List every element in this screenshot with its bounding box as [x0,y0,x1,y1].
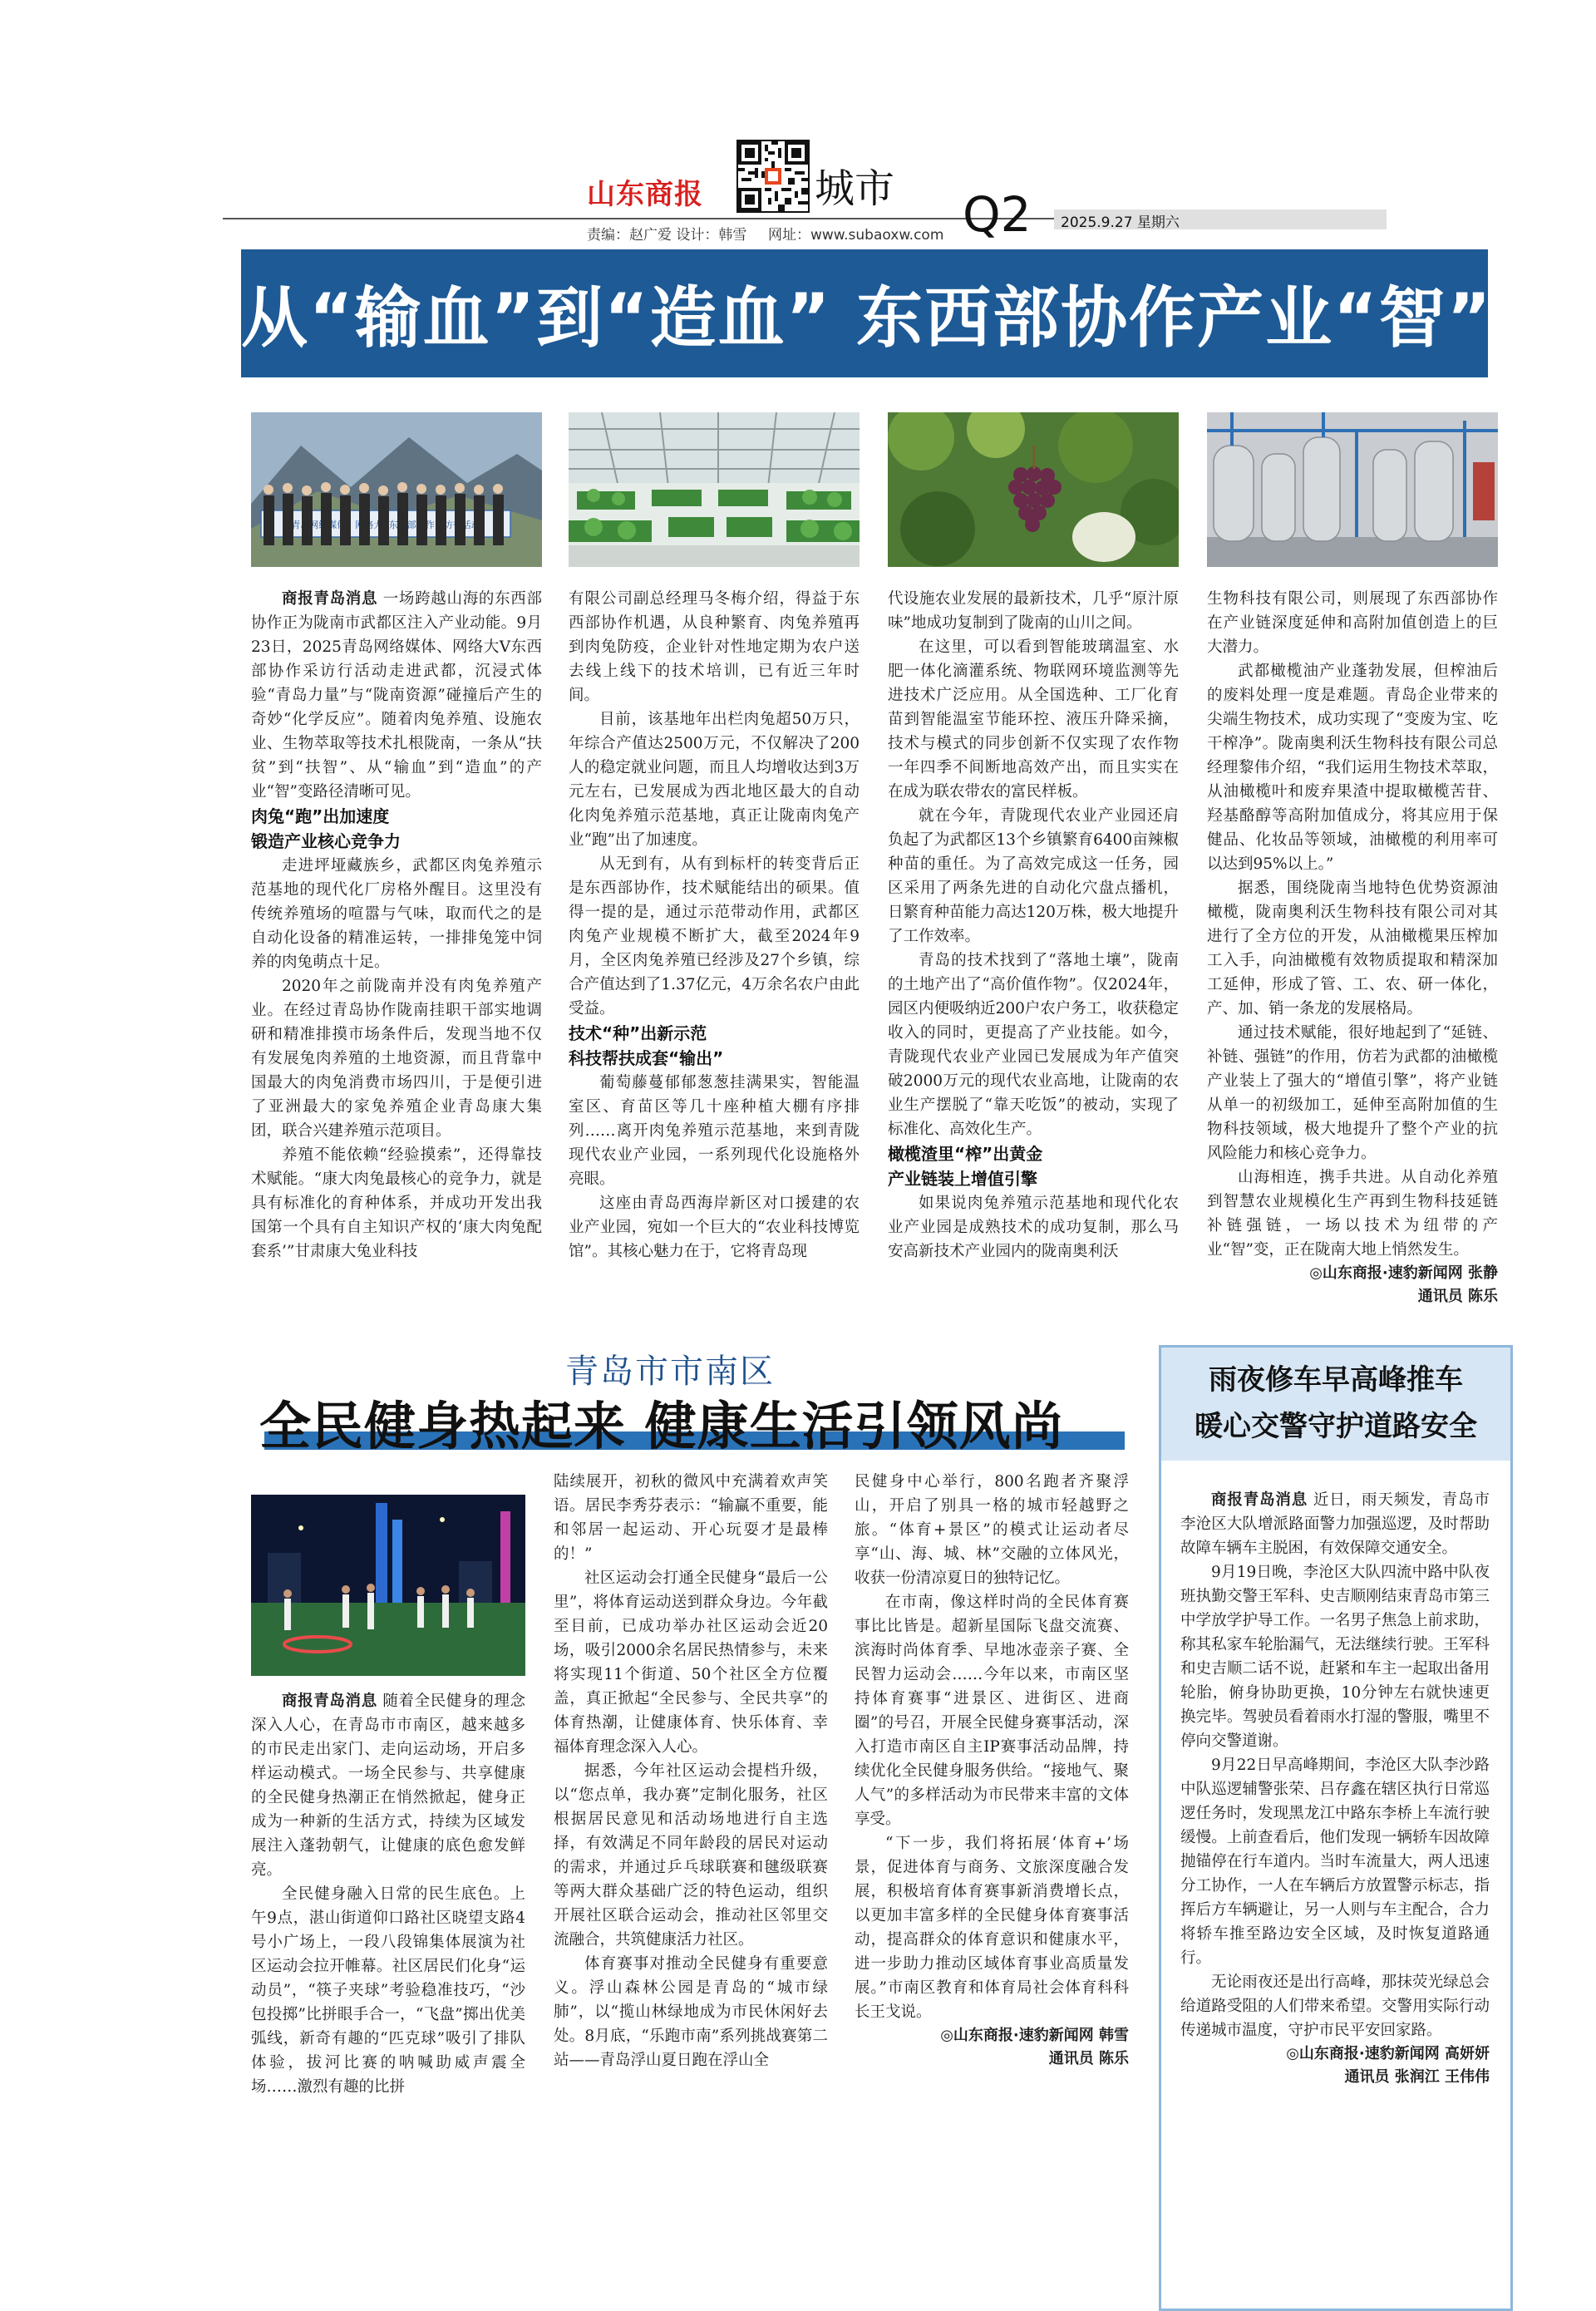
greenhouse-image [569,412,860,567]
article1-lead: 商报青岛消息 [282,590,378,608]
article1-subhead-2 [569,1021,860,1071]
article3-paragraph: 无论雨夜还是出行高峰，那抹荧光绿总会给道路受阻的人们带来希望。交警用实际行动传递城市温度，守护市民平安回家路。 [1180,1973,1490,2039]
article1-paragraph: 从无到有，从有到标杆的转变背后正是东西部协作，技术赋能结出的硕果。值得一提的是，通过示范带动作用，武都区肉兔产业规模不断扩大，截至2024年9月，全区肉兔养殖已经涉及27个乡镇，综合产值达到了1.37亿元，4万余名农户由此受益。 [569,855,860,1018]
article3-byline: ◎山东商报·速豹新闻网 高妍妍 [1286,2045,1490,2062]
qr-code[interactable] [736,140,810,213]
article1-paragraph: 这座由青岛西海岸新区对口援建的农业产业园，宛如一个巨大的“农业科技博览馆”。其核心魅力在于，它将青岛现 [569,1195,860,1260]
article3-lead: 商报青岛消息 [1211,1491,1308,1509]
brand-logo: 山东商报 [587,178,703,211]
article2-column-2 [554,1470,828,2072]
photo-factory[interactable] [1207,412,1498,567]
article2-paragraph: 社区运动会打通全民健身“最后一公里”，将体育运动送到群众身边。今年截至目前，已成功举办社区运动会近20场，吸引2000余名居民热情参与，未来将实现11个街道、50个社区全方位覆盖，真正掀起“全民参与、全民共享”的体育热潮，让健康体育、快乐体育、幸福体育理念深入人心。 [554,1569,828,1756]
article2-kicker: 青岛市市南区 [565,1353,775,1391]
article2-lead: 商报青岛消息 [282,1693,377,1710]
subhead-line: 橄榄渣里“榨”出黄金 [888,1144,1043,1164]
article2-paragraph: 陆续展开，初秋的微风中充满着欢声笑语。居民李秀芬表示：“输赢不重要，能和邻居一起运动、开心玩耍才是最棒的！” [554,1473,828,1563]
article1-paragraph: 青岛的技术找到了“落地土壤”，陇南的土地产出了“高价值作物”。仅2024年，园区内便吸纳近200户农户务工，收获稳定收入的同时，更提高了产业技能。如今，青陇现代农业产业园已发展成为年产值突破2000万元的现代农业高地，让陇南的农业生产摆脱了“靠天吃饭”的被动，实现了标准化、高效化生产。 [888,952,1179,1138]
article2-column-1 [251,1689,525,2099]
article1-paragraph: 2020年之前陇南并没有肉兔养殖产业。在经过青岛协作陇南挂职干部实地调研和精准排摸市场条件后，发现当地不仅有发展兔肉养殖的土地资源，而且背靠中国最大的肉兔消费市场四川，于是便引进了亚洲最大的家兔养殖企业青岛康大集团，联合兴建养殖示范项目。 [251,978,542,1140]
article2-paragraph: “下一步，我们将拓展‘体育+’场景，促进体育与商务、文旅深度融合发展，积极培育体育赛事新消费增长点，以更加丰富多样的全民健身体育赛事活动，提高群众的体育意识和健康水平，进一步助力推动区域体育事业高质量发展。”市南区教育和体育局社会体育科科长王戈说。 [855,1835,1129,2021]
article1-column-3 [888,587,1179,1264]
article2-paragraph: 全民健身融入日常的民生底色。上午9点，湛山街道仰口路社区晓望支路4号小广场上，一段八段锦集体展演为社区运动会拉开帷幕。社区居民们化身“运动员”，“筷子夹球”考验稳准技巧，“沙包投掷”比拼眼手合一，“飞盘”掷出优美弧线，新奇有趣的“匹克球”吸引了排队体验，拔河比赛的呐喊助威声震全场……激烈有趣的比拼 [251,1885,525,2096]
article1-paragraph: 在这里，可以看到智能玻璃温室、水肥一体化滴灌系统、物联网环境监测等先进技术广泛应用。从全国选种、工厂化育苗到智能温室节能环控、液压升降采摘，技术与模式的同步创新不仅实现了农作物一年四季不间断地高效产出，而且实实在在成为联农带农的富民样板。 [888,638,1179,801]
headline-article1: 从“输血”到“造血” 东西部协作产业“智”变 [241,279,1561,357]
group-photo-image [251,412,542,567]
subhead-line: 锻造产业核心竞争力 [251,831,401,851]
article1-subhead-3 [888,1141,1179,1191]
subhead-line: 技术“种”出新示范 [569,1023,707,1043]
article1-byline: ◎山东商报·速豹新闻网 张静 [1309,1264,1498,1282]
article1-paragraph: 生物科技有限公司，则展现了东西部协作在产业链深度延伸和高附加值创造上的巨大潜力。 [1207,590,1498,656]
editors-credit: 责编：赵广爱 设计：韩雪 [587,227,747,244]
article1-paragraph: 代设施农业发展的最新技术，几乎“原汁原味”地成功复制到了陇南的山川之间。 [888,590,1179,632]
article1-column-1 [251,587,542,1264]
article3-paragraph: 近日，雨天频发，青岛市李沧区大队增派路面警力加强巡逻，及时帮助故障车辆车主脱困，有效保障交通安全。 [1180,1491,1490,1557]
article2-paragraph: 在市南，像这样时尚的全民体育赛事比比皆是。超新星国际飞盘交流赛、滨海时尚体育季、早地冰壶亲子赛、全民智力运动会……今年以来，市南区坚持体育赛事“进景区、进街区、进商圈”的号召，开展全民健身赛事活动，深入打造市南区自主IP赛事活动品牌，持续优化全民健身服务供给。“接地气、聚人气”的多样活动为市民带来丰富的文体享受。 [855,1594,1129,1828]
article1-paragraph: 如果说肉兔养殖示范基地和现代化农业产业园是成熟技术的成功复制，那么马安高新技术产业园内的陇南奥利沃 [888,1195,1179,1260]
qr-code-icon [738,141,808,211]
article2-paragraph: 民健身中心举行，800名跑者齐聚浮山，开启了别具一格的城市轻越野之旅。“体育+景区”的模式让运动者尽享“山、海、城、林”交融的立体风光，收获一份清凉夏日的独特记忆。 [855,1473,1129,1587]
article3-byline-contributor: 通讯员 张润江 王伟伟 [1344,2068,1490,2086]
photo-night-sports[interactable] [251,1495,525,1676]
article3-column [1180,1488,1490,2089]
article2-column-3 [855,1470,1129,2071]
article2-headline: 全民健身热起来 健康生活引领风尚 [259,1396,1064,1456]
article1-paragraph: 走进坪垭藏族乡，武都区肉兔养殖示范基地的现代化厂房格外醒目。这里没有传统养殖场的喧嚣与气味，取而代之的是自动化设备的精准运转，一排排兔笼中饲养的肉兔萌点十足。 [251,857,542,971]
article1-byline-contributor: 通讯员 陈乐 [1417,1288,1498,1305]
article3-paragraph: 9月22日早高峰期间，李沧区大队李沙路中队巡逻辅警张荣、吕存鑫在辖区执行日常巡逻任务时，发现黑龙江中路东李桥上车流行驶缓慢。上前查看后，他们发现一辆轿车因故障抛锚停在行车道内。当时车流量大，两人迅速分工协作，一人在车辆后方放置警示标志，指挥后方车辆避让，另一人则与车主配合，合力将轿车推至路边安全区域，及时恢复道路通行。 [1180,1757,1490,1967]
subhead-line: 肉兔“跑”出加速度 [251,806,390,826]
photo-grapes[interactable] [888,412,1179,567]
article1-column-2 [569,587,860,1264]
article3-headline-line2: 暖心交警守护道路安全 [1195,1410,1477,1443]
article1-subhead-1 [251,804,542,854]
article1-paragraph: 一场跨越山海的东西部协作正为陇南市武都区注入产业动能。9月23日，2025青岛网络媒体、网络大V东西部协作采访行活动走进武都，沉浸式体验“青岛力量”与“陇南资源”碰撞后产生的奇妙“化学反应”。随着肉兔养殖、设施农业、生物萃取等技术扎根陇南，一条从“扶贫”到“扶智”、从“输血”到“造血”的产业“智”变路径清晰可见。 [251,590,542,801]
website-link[interactable]: 网址：www.subaoxw.com [768,227,944,244]
article2-paragraph: 随着全民健身的理念深入人心，在青岛市市南区，越来越多的市民走出家门、走向运动场，开启多样运动模式。一场全民参与、共享健康的全民健身热潮正在悄然掀起，健身正成为一种新的生活方式，持续为区域发展注入蓬勃朝气，让健康的底色愈发鲜亮。 [251,1693,525,1879]
article1-paragraph: 目前，该基地年出栏肉兔超50万只，年综合产值达2500万元，不仅解决了200人的稳定就业问题，而且人均增收达到3万元左右，已发展成为西北地区最大的自动化肉兔养殖示范基地，真正让陇南肉兔产业“跑”出了加速度。 [569,711,860,849]
page-number: Q2 [963,186,1032,243]
grapes-image [888,412,1179,567]
photo-greenhouse[interactable] [569,412,860,567]
factory-image [1207,412,1498,567]
section-name: 城市 [815,165,895,212]
night-sports-image [251,1495,525,1676]
article2-byline: ◎山东商报·速豹新闻网 韩雪 [940,2027,1129,2044]
subhead-line: 产业链装上增值引擎 [888,1169,1037,1189]
issue-date: 2025.9.27 星期六 [1061,214,1180,231]
article3-headline-line1: 雨夜修车早高峰推车 [1209,1363,1463,1397]
article1-paragraph: 有限公司副总经理马冬梅介绍，得益于东西部协作机遇，从良种繁育、肉兔养殖再到肉兔防疫，企业针对性地定期为农户送去线上线下的技术培训，已有近三年时间。 [569,590,860,704]
article1-paragraph: 武都橄榄油产业蓬勃发展，但榨油后的废料处理一度是难题。青岛企业带来的尖端生物技术，成功实现了“变废为宝、吃干榨净”。陇南奥利沃生物科技有限公司总经理黎伟介绍，“我们运用生物技术萃取，从油橄榄叶和废弃果渣中提取橄榄苦苷、羟基酪醇等高附加值成分，将其应用于保健品、化妆品等领域，油橄榄的利用率可以达到95%以上。” [1207,663,1498,873]
subhead-line: 科技帮扶成套“输出” [569,1048,724,1068]
article1-paragraph: 通过技术赋能，很好地起到了“延链、补链、强链”的作用，仿若为武都的油橄榄产业装上了强大的“增值引擎”，将产业链从单一的初级加工，延伸至高附加值的生物科技领域，极大地提升了整个产业的抗风险能力和核心竞争力。 [1207,1024,1498,1162]
photo-group-mountains[interactable] [251,412,542,567]
article1-paragraph: 据悉，围绕陇南当地特色优势资源油橄榄，陇南奥利沃生物科技有限公司对其进行了全方位的开发，从油橄榄果压榨加工入手，向油橄榄有效物质提取和精深加工延伸，形成了管、工、农、研一体化，产、加、销一条龙的发展格局。 [1207,880,1498,1018]
article1-column-4 [1207,587,1498,1308]
article1-paragraph: 养殖不能依赖“经验摸索”，还得靠技术赋能。“康大肉兔最核心的竞争力，就是具有标准化的育种体系，并成功开发出我国第一个具有自主知识产权的‘康大肉兔配套系’”甘肃康大兔业科技 [251,1146,542,1260]
article1-paragraph: 葡萄藤蔓郁郁葱葱挂满果实，智能温室区、育苗区等几十座种植大棚有序排列……离开肉兔养殖示范基地，来到青陇现代农业产业园，一系列现代化设施格外亮眼。 [569,1074,860,1188]
article3-paragraph: 9月19日晚，李沧区大队四流中路中队夜班执勤交警王军科、史吉顺刚结束青岛市第三中学放学护导工作。一名男子焦急上前求助，称其私家车轮胎漏气，无法继续行驶。王军科和史吉顺二话不说，赶紧和车主一起取出备用轮胎，俯身协助更换，10分钟左右就快速更换完毕。驾驶员看着雨水打湿的警服，嘴里不停向交警道谢。 [1180,1564,1490,1750]
article2-paragraph: 据悉，今年社区运动会提档升级，以“您点单，我办赛”定制化服务，社区根据居民意见和活动场地进行自主选择，有效满足不同年龄段的居民对运动的需求，并通过乒乓球联赛和毽级联赛等两大群众基础广泛的特色运动，组织开展社区联合运动会，推动社区邻里交流融合，共筑健康活力社区。 [554,1762,828,1949]
article1-paragraph: 就在今年，青陇现代农业产业园还肩负起了为武都区13个乡镇繁育6400亩辣椒种苗的重任。为了高效完成这一任务，园区采用了两条先进的自动化穴盘点播机，日繁育种苗能力高达120万株，极大地提升了工作效率。 [888,807,1179,945]
article2-paragraph: 体育赛事对推动全民健身有重要意义。浮山森林公园是青岛的“城市绿肺”，以“揽山林绿地成为市民休闲好去处。8月底，“乐跑市南”系列挑战赛第二站——青岛浮山夏日跑在浮山全 [554,1955,828,2069]
article1-paragraph: 山海相连，携手共进。从自动化养殖到智慧农业规模化生产再到生物科技延链补链强链，一场以技术为纽带的产业“智”变，正在陇南大地上悄然发生。 [1207,1169,1498,1259]
article2-byline-contributor: 通讯员 陈乐 [1048,2050,1129,2067]
